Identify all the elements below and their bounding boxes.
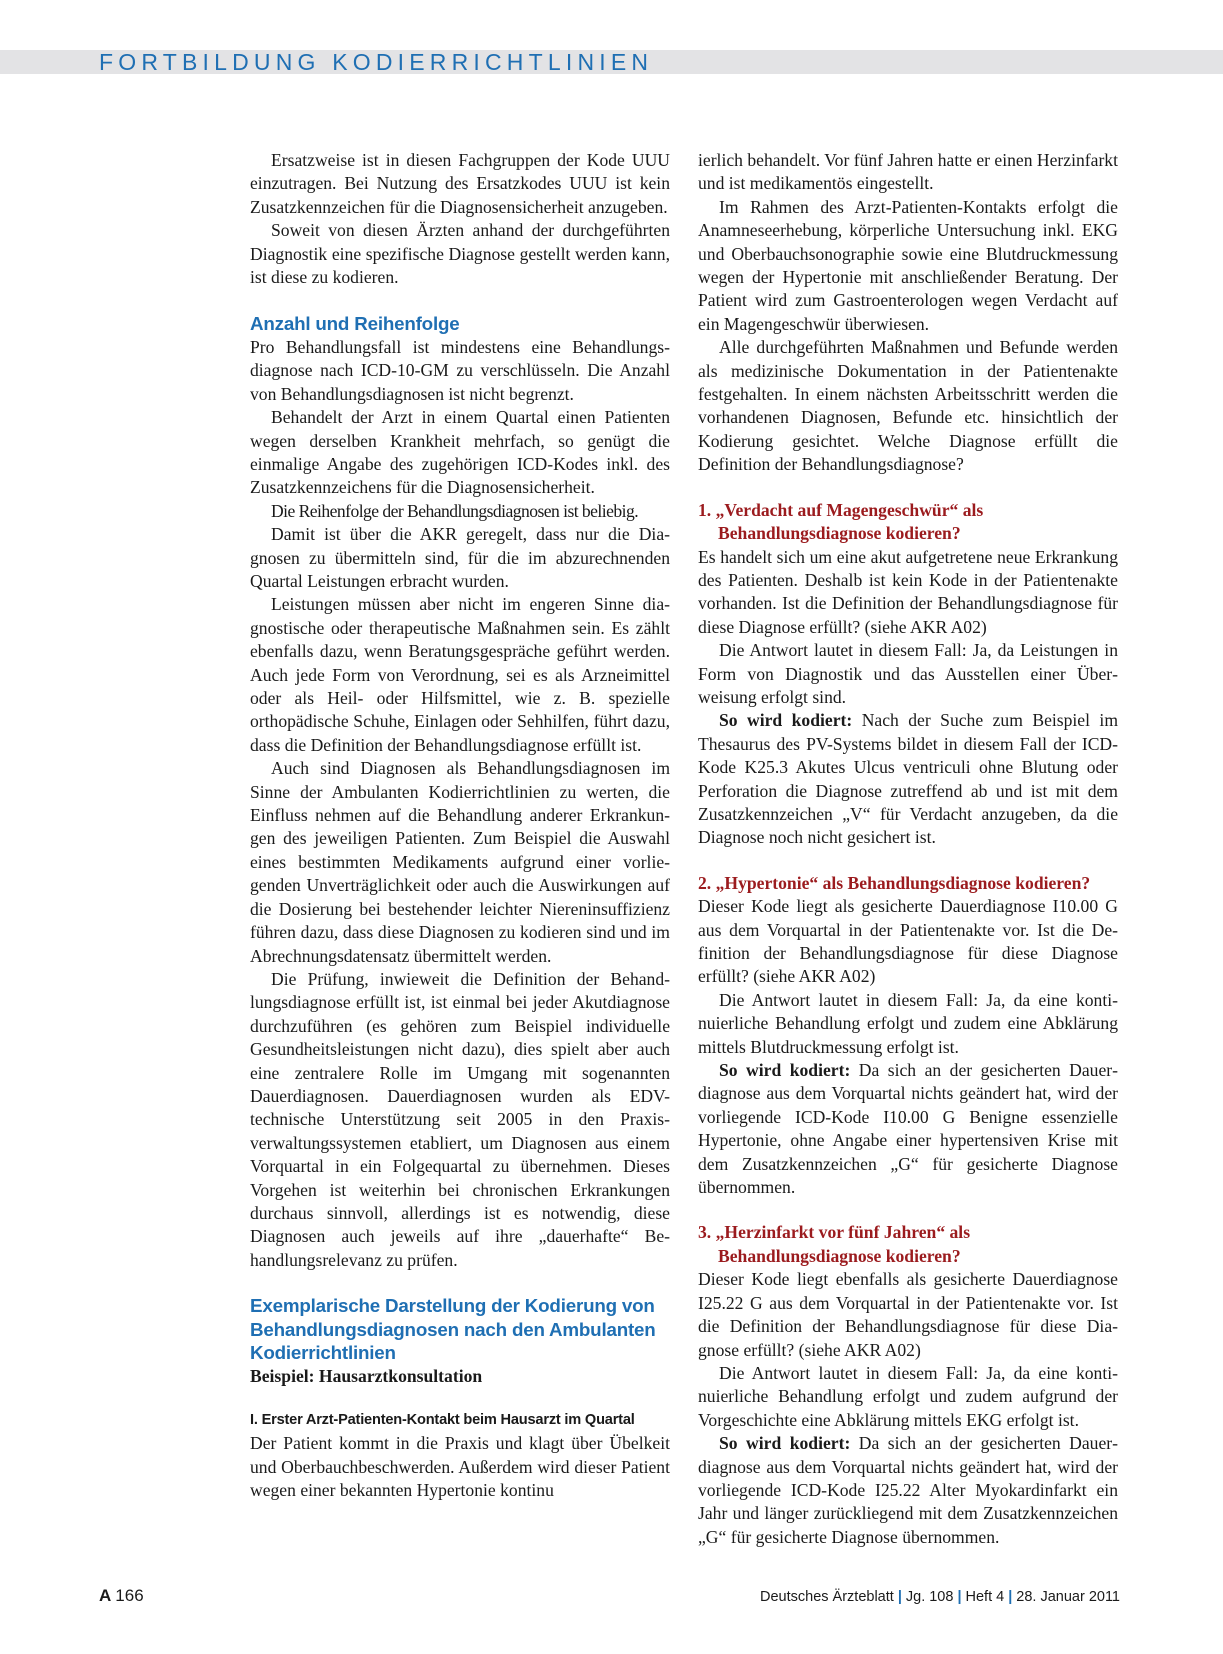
heading-erster-kontakt: I. Erster Arzt-Patienten-Kontakt beim Hausarzt im Quartal	[250, 1412, 635, 1429]
paragraph: Damit ist über die AKR geregelt, dass nur die Diagnosen zu übermitteln sind, für die im abzurechnenden Quartal Leistungen erbracht wurden.	[250, 524, 670, 591]
so-wird-kodiert-label: So wird kodiert:	[719, 1060, 851, 1081]
paragraph: Pro Behandlungsfall ist mindestens eine Behandlungsdiagnose nach ICD-10-GM zu verschlüsseln. Die Anzahl von Behandlungsdiagnosen ist nicht begrenzt.	[250, 336, 670, 404]
journal-issue: Heft 4	[965, 1589, 1005, 1605]
paragraph-text: Da sich an der gesicherten Dauerdiagnose aus dem Vorquartal nichts geändert hat, wird der vorliegende ICD-Kode I25.22 Alter Myokardinfarkt ein Jahr und länger zurückliegend mit dem Zusatzkennzeichen „G“ für gesicherte Diagnose übernommen.	[698, 1433, 1119, 1547]
question-heading-3	[698, 1221, 1118, 1268]
paragraph: Ersatzweise ist in diesen Fachgruppen der Kode UUU einzutragen. Bei Nutzung des Ersatzkodes UUU ist kein Zusatzkennzeichen für die Diagnosensicherheit anzugeben.	[250, 150, 670, 217]
footer-separator: |	[897, 1589, 902, 1605]
left-column	[250, 149, 670, 1502]
paragraph: Im Rahmen des Arzt-Patienten-Kontakts erfolgt die Anamneseerhebung, körperliche Untersuchung inkl. EKG und Oberbauchsonographie sowie eine Blutdruckmessung wegen der Hypertonie mit anschließender Beratung. Der Patient wird zum Gastroenterologen wegen Verdacht auf ein Magengeschwür überwiesen.	[698, 196, 1118, 334]
page-prefix: A	[99, 1586, 112, 1605]
question-heading-1	[698, 499, 1118, 546]
subheading-beispiel: Beispiel: Hausarztkonsultation	[250, 1365, 483, 1386]
right-column	[698, 149, 1118, 1549]
paragraph: Die Antwort lautet in diesem Fall: Ja, da Leistungen in Form von Diagnostik und das Ausstellen einer Überweisung erfolgt sind.	[698, 640, 1118, 707]
paragraph: Dieser Kode liegt als gesicherte Dauerdiagnose I10.00 G aus dem Vorquartal in der Patientenakte vor. Ist die Definition der Behandlungsdiagnose für diese Diagnose erfüllt? (siehe AKR A02)	[698, 896, 1118, 987]
paragraph: Behandelt der Arzt in einem Quartal einen Patienten wegen derselben Krankheit mehrfach, so genügt die einmalige Angabe des zugehörigen ICD-Kodes inkl. des Zusatzkennzeichens für die Diagnosensicherheit.	[250, 407, 670, 498]
journal-name: Deutsches Ärzteblatt	[760, 1589, 894, 1605]
paragraph: Es handelt sich um eine akut aufgetretene neue Erkrankung des Patienten. Deshalb ist kein Kode in der Patientenakte vorhanden. Ist die Definition der Behandlungsdiagnose für diese Diagnose erfüllt? (siehe AKR A02)	[698, 546, 1118, 637]
paragraph: Alle durchgeführten Maßnahmen und Befunde werden als medizinische Dokumentation in der Patientenakte festgehalten. In einem nächsten Arbeitsschritt werden die vorhandenen Diagnosen, Befunde etc. hinsichtlich der Kodierung gesichtet. Welche Diagnose erfüllt die Definition der Behandlungsdiagnose?	[698, 337, 1118, 475]
section-title: FORTBILDUNG KODIERRICHTLINIEN	[99, 49, 654, 75]
question-heading-2	[698, 872, 1118, 895]
paragraph	[698, 1432, 1118, 1549]
paragraph: Die Antwort lautet in diesem Fall: Ja, da eine kontinuierliche Behandlung erfolgt und zudem aufgrund der Vorgeschichte eine Abklärung mittels EKG erfolgt ist.	[698, 1362, 1118, 1430]
heading-exemplarische-darstellung: Exemplarische Darstellung der Kodierung von Behandlungsdiagnosen nach den Ambulanten Kodierrichtlinien	[250, 1295, 656, 1364]
question-heading-2-line1: 2. „Hypertonie“ als Behandlungsdiagnose kodieren?	[698, 872, 1091, 893]
question-heading-1-line2: Behandlungsdiagnose kodieren?	[718, 523, 961, 544]
paragraph: Der Patient kommt in die Praxis und klagt über Übelkeit und Oberbauchbeschwerden. Außerdem wird dieser Patient wegen einer bekannten Hypertonie kontinu	[250, 1433, 670, 1500]
paragraph: Die Prüfung, inwieweit die Definition der Behandlungsdiagnose erfüllt ist, ist einmal bei jeder Akutdiagnose durchzuführen (es gehören zum Beispiel individuelle Gesundheitsleistungen nicht dazu), dies spielt aber auch eine zentralere Rolle im Umgang mit sogenannten Dauerdiagnosen. Dauerdiagnosen wurden als EDV-technische Unterstützung seit 2005 in den Praxisverwaltungssystemen etabliert, um Diagnosen aus einem Vorquartal in ein Folgequartal zu übernehmen. Dieses Vorgehen ist weiterhin bei chronischen Erkrankungen durchaus sinnvoll, allerdings ist es notwendig, diese Diagnosen auch jeweils auf ihre „dauerhafte“ Behandlungsrelevanz zu prüfen.	[250, 968, 670, 1270]
paragraph: Auch sind Diagnosen als Behandlungsdiagnosen im Sinne der Ambulanten Kodierrichtlinien zu werten, die Einfluss nehmen auf die Behandlung anderer Erkrankungen des jeweiligen Patienten. Zum Beispiel die Auswahl eines bestimmten Medikaments aufgrund einer vorliegenden Unverträglichkeit oder auch die Auswirkungen auf die Dosierung bei bestehender leichter Niereninsuffizienz führen dazu, dass diese Diagnosen zu kodieren sind und im Abrechnungsdatensatz übermittelt werden.	[250, 758, 670, 966]
journal-footer	[760, 1587, 1120, 1607]
paragraph: Die Antwort lautet in diesem Fall: Ja, da eine kontinuierliche Behandlung erfolgt und zudem eine Abklärung mittels Blutdruckmessung erfolgt ist.	[698, 989, 1118, 1057]
footer-separator: |	[1008, 1589, 1013, 1605]
question-heading-1-line1: 1. „Verdacht auf Magengeschwür“ als	[698, 499, 984, 520]
paragraph: Die Reihenfolge der Behandlungsdiagnosen ist beliebig.	[271, 500, 639, 521]
paragraph	[698, 709, 1118, 849]
journal-volume: Jg. 108	[905, 1589, 954, 1605]
paragraph: Soweit von diesen Ärzten anhand der durchgeführten Diagnostik eine spezifische Diagnose gestellt werden kann, ist diese zu kodieren.	[250, 220, 670, 288]
heading-anzahl-reihenfolge: Anzahl und Reihenfolge	[250, 313, 460, 335]
journal-date: 28. Januar 2011	[1016, 1589, 1120, 1605]
paragraph-text: Nach der Suche zum Beispiel im Thesaurus des PV-Systems bildet in diesem Fall der ICD-Kode K25.3 Akutes Ulcus ventriculi ohne Blutung oder Perforation die Diagnose zutreffend ab und ist mit dem Zusatzkennzeichen „V“ für Verdacht anzugeben, da die Diagnose noch nicht gesichert ist.	[698, 710, 1119, 848]
paragraph: Dieser Kode liegt ebenfalls als gesicherte Dauerdiagnose I25.22 G aus dem Vorquartal in der Patientenakte vor. Ist die Definition der Behandlungsdiagnose für diese Diagnose erfüllt? (siehe AKR A02)	[698, 1269, 1118, 1360]
so-wird-kodiert-label: So wird kodiert:	[719, 1433, 851, 1454]
footer-separator: |	[957, 1589, 962, 1605]
page-number-value: 166	[115, 1586, 144, 1605]
paragraph: ierlich behandelt. Vor fünf Jahren hatte er einen Herzinfarkt und ist medikamentös eingestellt.	[698, 150, 1118, 194]
paragraph: Leistungen müssen aber nicht im engeren Sinne diagnostische oder therapeutische Maßnahmen sein. Es zählt ebenfalls dazu, wenn Beratungsgespräche geführt werden. Auch jede Form von Verordnung, sei es als Arzneimittel oder als Heil- oder Hilfsmittel, wie z. B. spezielle orthopädische Schuhe, Einlagen oder Sehhilfen, führt dazu, dass die Definition der Behandlungsdiagnose erfüllt ist.	[250, 594, 670, 755]
paragraph-text: Da sich an der gesicherten Dauerdiagnose aus dem Vorquartal nichts geändert hat, wird der vorliegende ICD-Kode I10.00 G Benigne essenzielle Hypertonie, ohne Angabe einer hypertensiven Krise mit dem Zusatzkennzeichen „G“ für gesicherte Diagnose übernommen.	[698, 1060, 1119, 1198]
question-heading-3-line1: 3. „Herzinfarkt vor fünf Jahren“ als	[698, 1222, 971, 1243]
question-heading-3-line2: Behandlungsdiagnose kodieren?	[718, 1245, 961, 1266]
page-number	[99, 1585, 144, 1607]
so-wird-kodiert-label: So wird kodiert:	[719, 710, 853, 731]
paragraph	[698, 1059, 1118, 1199]
